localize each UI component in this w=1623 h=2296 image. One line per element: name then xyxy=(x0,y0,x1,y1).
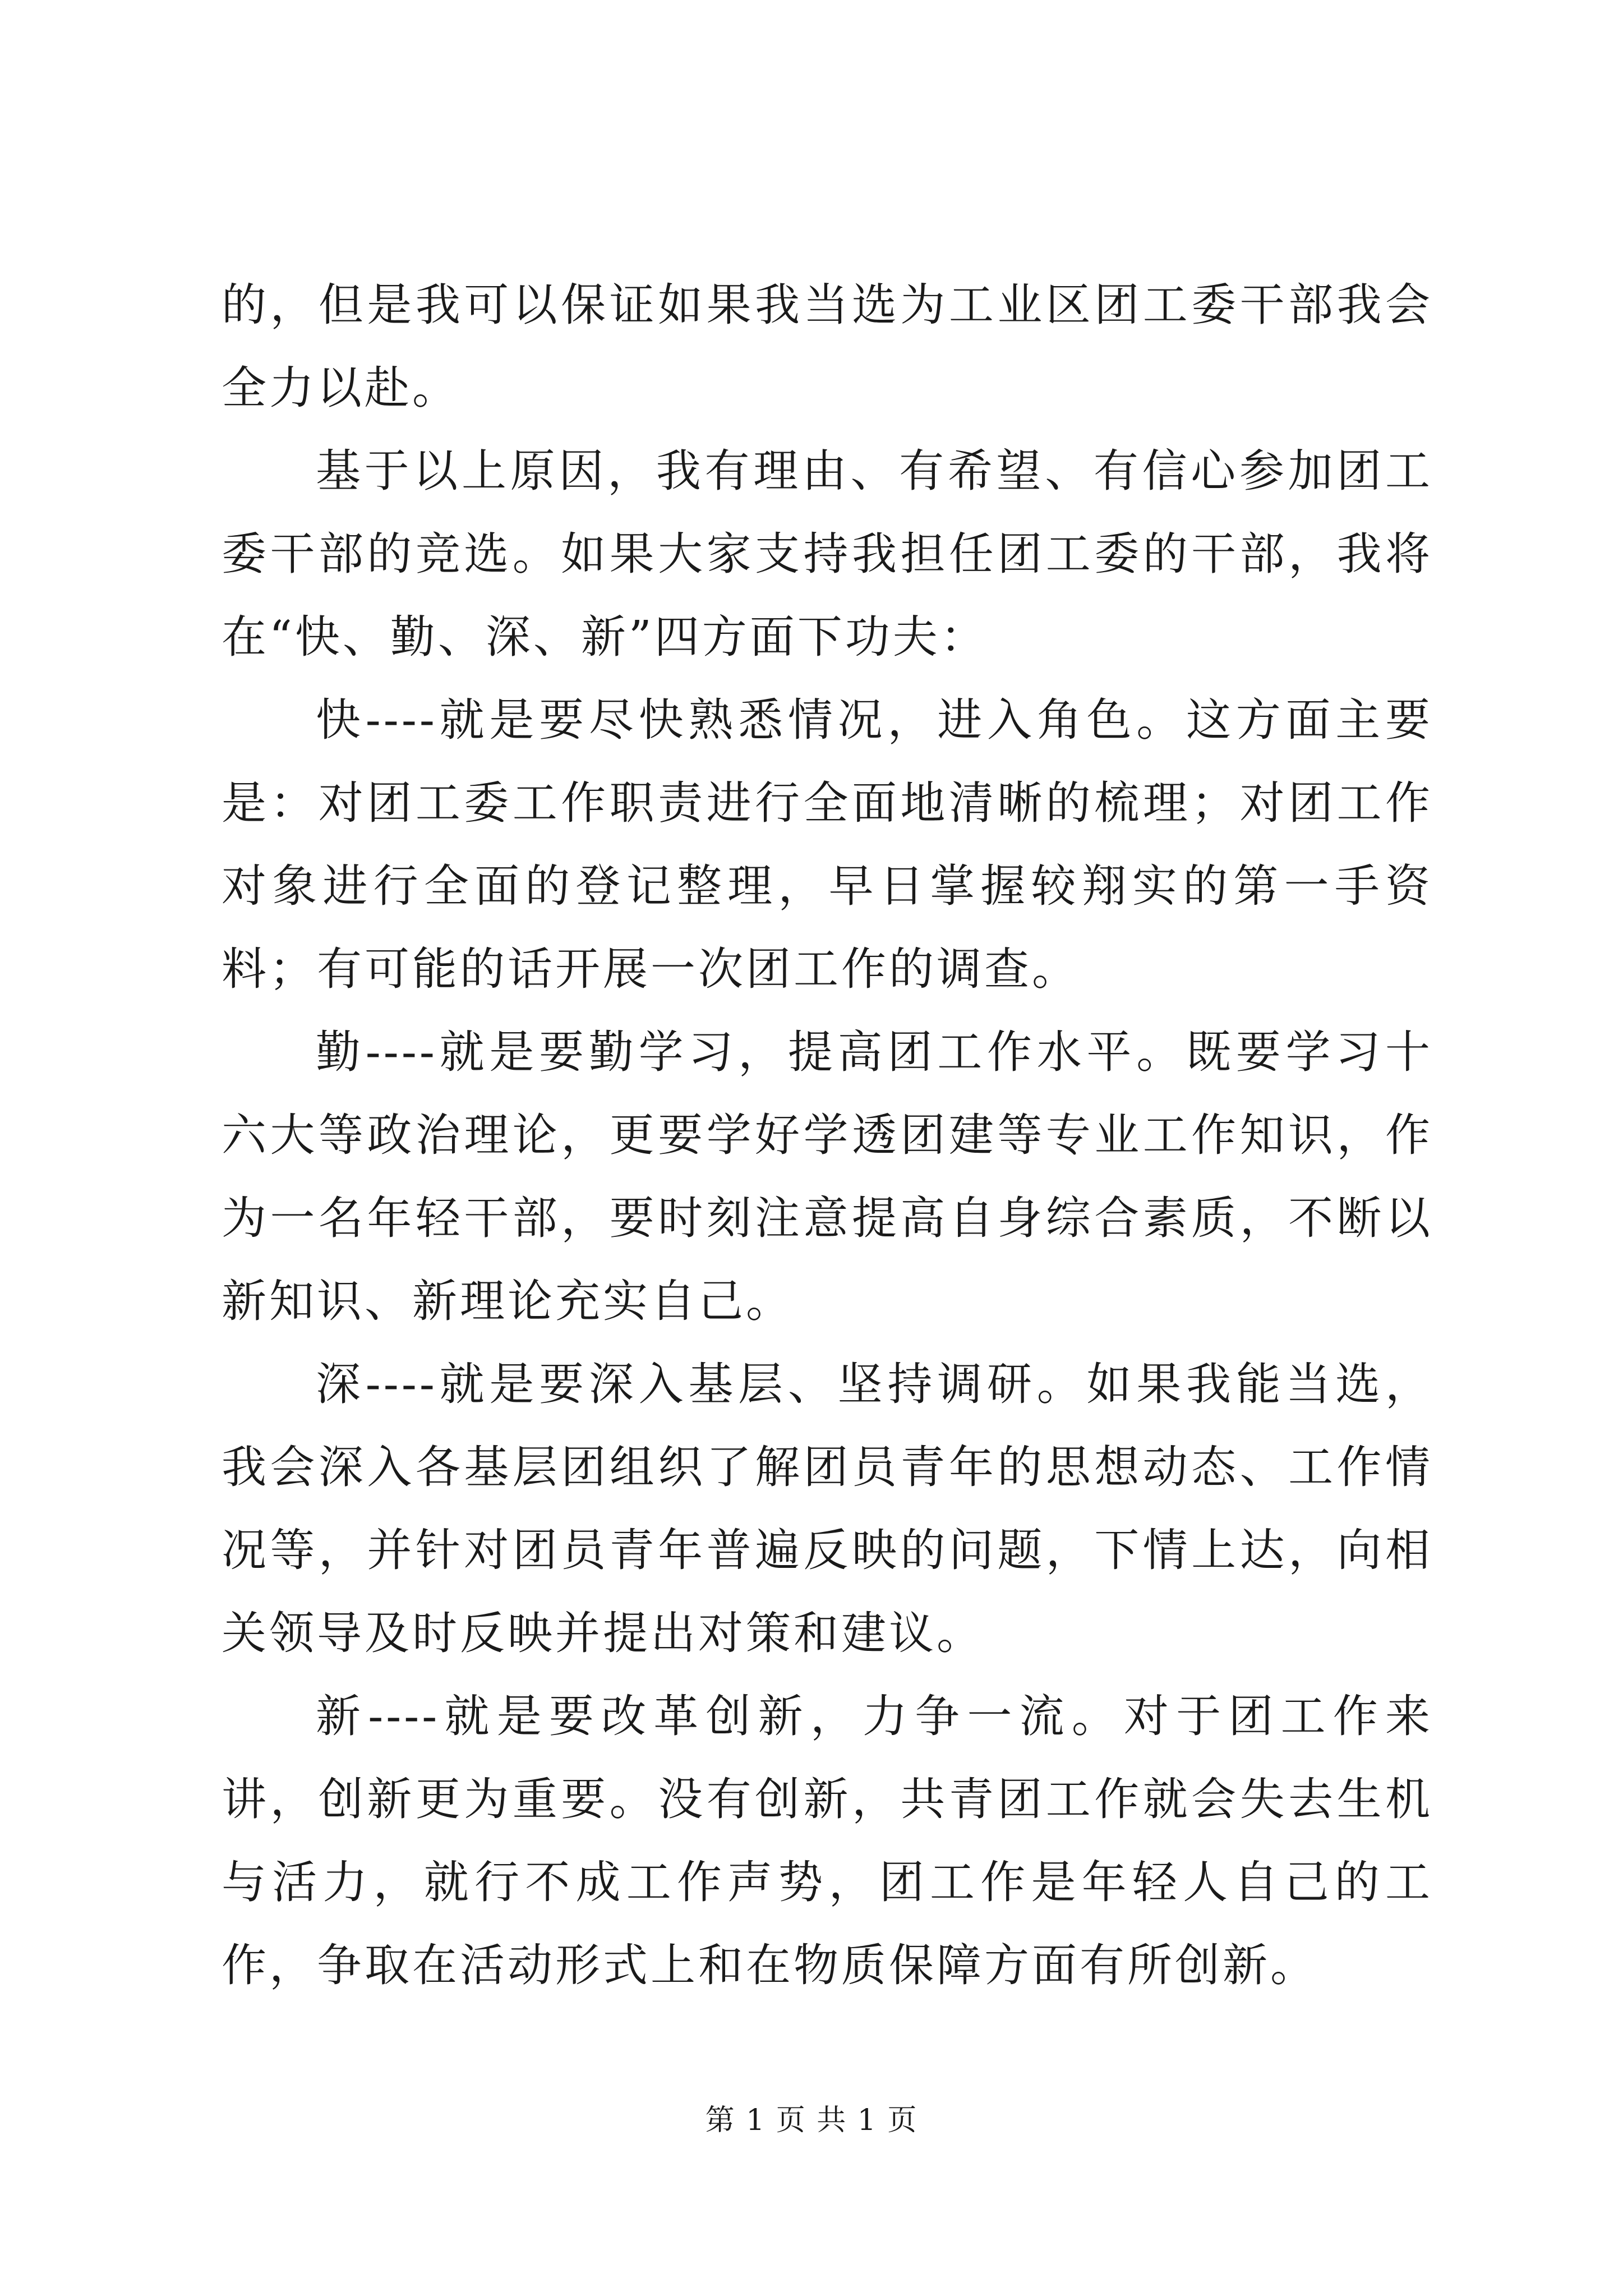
paragraph-6: 新----就是要改革创新，力争一流。对于团工作来讲，创新更为重要。没有创新，共青团工作就会失去生机与活力，就行不成工作声势，团工作是年轻人自己的工作，争取在活动形式上和在物质保障方面有所创新。 xyxy=(222,1690,1433,1991)
paragraph-5: 深----就是要深入基层、坚持调研。如果我能当选，我会深入各基层团组织了解团员青年的思想动态、工作情况等，并针对团员青年普遍反映的问题，下情上达，向相关领导及时反映并提出对策和建议。 xyxy=(222,1358,1433,1659)
document-body xyxy=(222,264,1433,2007)
paragraph-4: 勤----就是要勤学习，提高团工作水平。既要学习十六大等政治理论，更要学好学透团建等专业工作知识，作为一名年轻干部，要时刻注意提高自身综合素质，不断以新知识、新理论充实自己。 xyxy=(222,1026,1433,1327)
paragraph-1: 的，但是我可以保证如果我当选为工业区团工委干部我会全力以赴。 xyxy=(222,279,1433,414)
paragraph-2: 基于以上原因，我有理由、有希望、有信心参加团工委干部的竞选。如果大家支持我担任团工委的干部，我将在“快、勤、深、新”四方面下功夫： xyxy=(222,445,1433,663)
page-footer: 第 1 页 共 1 页 xyxy=(705,2104,918,2137)
paragraph-3: 快----就是要尽快熟悉情况，进入角色。这方面主要是：对团工委工作职责进行全面地清晰的梳理；对团工作对象进行全面的登记整理，早日掌握较翔实的第一手资料；有可能的话开展一次团工作的调查。 xyxy=(222,694,1433,995)
